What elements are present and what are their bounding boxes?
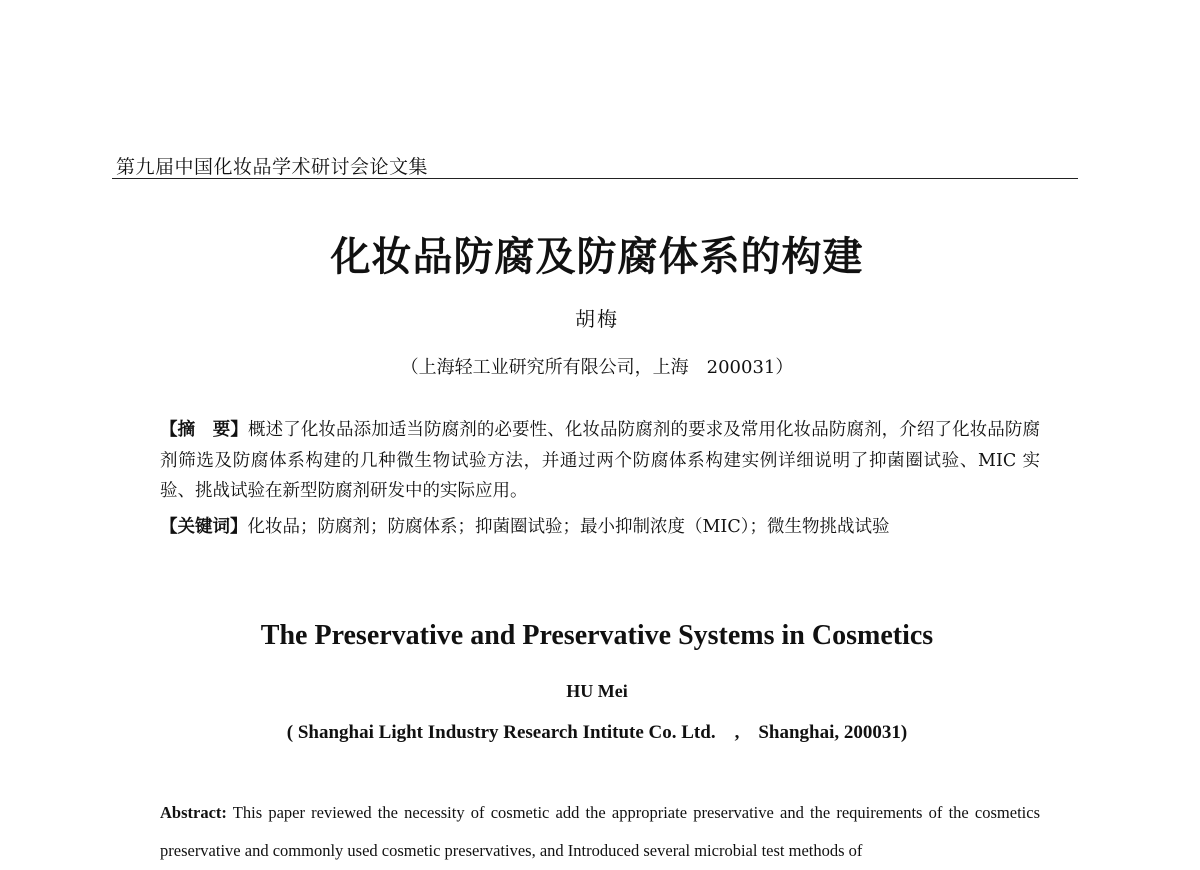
abstract-en-text: This paper reviewed the necessity of cosmetic add the appropriate preservative and the requirements of the cosmetics preservative and commonly used cosmetic preservatives, and Introduced several microbial test methods of	[160, 803, 1040, 860]
keywords-cn-label: 【关键词】	[160, 517, 248, 537]
keywords-cn	[160, 512, 1040, 543]
proceedings-header: 第九届中国化妆品学术研讨会论文集	[116, 156, 429, 178]
abstract-en-label: Abstract:	[160, 803, 227, 822]
affiliation-cn: （上海轻工业研究所有限公司，上海 200031）	[400, 357, 794, 378]
paper-title-cn: 化妆品防腐及防腐体系的构建	[330, 234, 864, 280]
keywords-cn-text: 化妆品；防腐剂；防腐体系；抑菌圈试验；最小抑制浓度（MIC）；微生物挑战试验	[247, 517, 890, 537]
abstract-cn	[160, 415, 1040, 507]
abstract-en	[160, 794, 1040, 870]
abstract-cn-text: 概述了化妆品添加适当防腐剂的必要性、化妆品防腐剂的要求及常用化妆品防腐剂，介绍了化妆品防腐剂筛选及防腐体系构建的几种微生物试验方法，并通过两个防腐体系构建实例详细说明了抑菌圈试验、MIC 实验、挑战试验在新型防腐剂研发中的实际应用。	[160, 420, 1041, 501]
affiliation-en: ( Shanghai Light Industry Research Intitute Co. Ltd. , Shanghai, 200031)	[286, 722, 908, 743]
author-cn: 胡梅	[575, 307, 619, 331]
paper-title-en: The Preservative and Preservative Systems in Cosmetics	[260, 620, 934, 651]
header-rule	[112, 178, 1078, 179]
author-en: HU Mei	[566, 681, 628, 701]
abstract-cn-label: 【摘 要】	[160, 420, 249, 440]
